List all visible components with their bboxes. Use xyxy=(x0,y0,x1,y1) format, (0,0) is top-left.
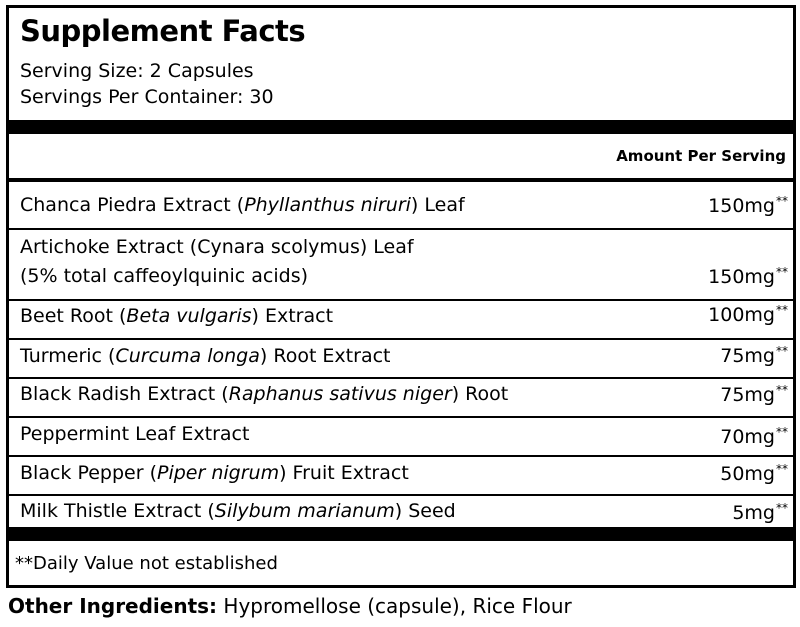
panel-title: Supplement Facts xyxy=(20,14,306,48)
ingredient-row xyxy=(9,379,793,416)
other-ingredients-text: Hypromellose (capsule), Rice Flour xyxy=(217,594,572,618)
supplement-facts-panel xyxy=(6,5,796,588)
ingredient-row xyxy=(9,230,793,300)
ingredient-amount: 100mg** xyxy=(708,303,788,326)
ingredient-row xyxy=(9,457,793,494)
amount-per-serving-header: Amount Per Serving xyxy=(616,147,786,165)
ingredient-name: Artichoke Extract (Cynara scolymus) Leaf xyxy=(20,236,414,258)
thick-divider-top xyxy=(9,120,793,134)
thick-divider-bottom xyxy=(9,527,793,541)
servings-per-container: Servings Per Container: 30 xyxy=(20,86,274,108)
ingredient-name: Chanca Piedra Extract (Phyllanthus niruri) Leaf xyxy=(20,194,465,216)
ingredient-row xyxy=(9,301,793,338)
ingredient-name: Peppermint Leaf Extract xyxy=(20,423,250,445)
ingredient-row xyxy=(9,418,793,455)
ingredient-name: Beet Root (Beta vulgaris) Extract xyxy=(20,305,334,327)
ingredient-row xyxy=(9,496,793,527)
ingredient-amount: 150mg** xyxy=(708,265,788,288)
ingredient-amount: 70mg** xyxy=(720,425,788,448)
ingredient-amount: 150mg** xyxy=(708,194,788,217)
ingredient-amount: 75mg** xyxy=(720,383,788,406)
other-ingredients-label: Other Ingredients: xyxy=(8,594,218,618)
ingredient-name: Turmeric (Curcuma longa) Root Extract xyxy=(20,345,391,367)
daily-value-footnote: **Daily Value not established xyxy=(15,553,278,574)
ingredient-name: Black Pepper (Piper nigrum) Fruit Extract xyxy=(20,462,409,484)
ingredient-amount: 50mg** xyxy=(720,462,788,485)
ingredient-amount: 5mg** xyxy=(732,501,788,524)
serving-size: Serving Size: 2 Capsules xyxy=(20,60,254,82)
other-ingredients xyxy=(8,594,572,618)
ingredient-name: Milk Thistle Extract (Silybum marianum) Seed xyxy=(20,500,456,522)
ingredient-name: Black Radish Extract (Raphanus sativus niger) Root xyxy=(20,383,509,405)
ingredient-name-detail: (5% total caffeoylquinic acids) xyxy=(20,265,309,287)
ingredient-row xyxy=(9,340,793,377)
ingredient-row xyxy=(9,182,793,228)
ingredient-amount: 75mg** xyxy=(720,344,788,367)
